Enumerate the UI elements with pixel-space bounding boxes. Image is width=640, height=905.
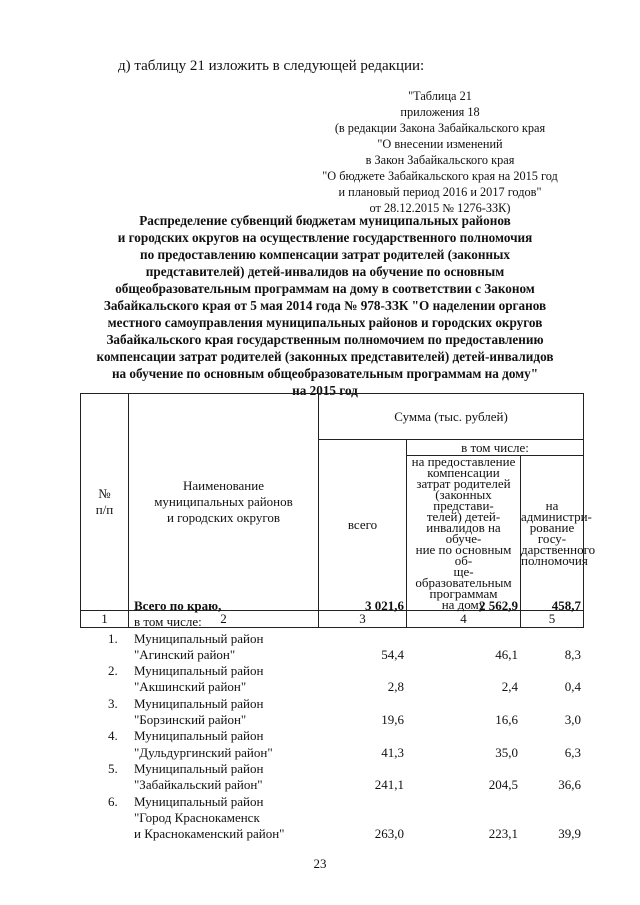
table-body — [80, 598, 583, 842]
row-name — [128, 696, 318, 729]
header-line: "О бюджете Забайкальского края на 2015 год — [322, 169, 558, 183]
row-total-value: 54,4 — [381, 646, 404, 662]
row-name-line: Муниципальный район — [134, 630, 264, 646]
row-total-value: 2,8 — [387, 679, 404, 695]
row-compensation-value: 223,1 — [488, 826, 518, 842]
table-row — [80, 696, 583, 729]
row-number: 5. — [108, 760, 118, 776]
header-line: (в редакции Закона Забайкальского края — [334, 121, 546, 135]
header-line: от 28.12.2015 № 1276-ЗЗК) — [369, 201, 511, 215]
table-row — [80, 663, 583, 696]
total-label: Всего по краю, — [134, 598, 222, 613]
table-row — [80, 794, 583, 843]
column-including-header: в том числе: — [407, 440, 584, 456]
title-line: местного самоуправления муниципальных районов и городских округов — [107, 315, 543, 330]
header-line: и плановый период 2016 и 2017 годов" — [338, 185, 542, 199]
row-compensation-value: 46,1 — [495, 646, 518, 662]
row-total-value: 41,3 — [381, 744, 404, 760]
row-administration-value: 36,6 — [558, 777, 581, 793]
row-number: 4. — [108, 728, 118, 744]
column-index: 1 — [81, 611, 129, 628]
row-name — [128, 794, 318, 843]
row-name-line: "Дульдургинский район" — [134, 744, 273, 760]
row-administration-value: 3,0 — [564, 712, 581, 728]
column-administration-header: на администри- рование госу- дарственного полномочия — [521, 456, 584, 611]
row-name — [128, 761, 318, 794]
row-administration-value: 8,3 — [564, 646, 581, 662]
total-value: 3 021,6 — [365, 598, 404, 613]
title-line: по предоставлению компенсации затрат родителей (законных — [140, 247, 510, 262]
total-administration-value: 458,7 — [551, 598, 581, 613]
column-index: 3 — [319, 611, 407, 628]
row-total-value: 263,0 — [374, 826, 404, 842]
column-total-header: всего — [319, 440, 407, 611]
row-compensation-value: 204,5 — [488, 777, 518, 793]
row-total-value: 241,1 — [374, 777, 404, 793]
row-administration-value: 39,9 — [558, 826, 581, 842]
title-line: и городских округов на осуществление государственного полномочия — [117, 230, 533, 245]
title-line: общеобразовательным программам на дому в соответствии с Законом — [115, 281, 535, 296]
header-line: в Закон Забайкальского края — [365, 153, 515, 167]
column-number-header: № п/п — [81, 394, 129, 611]
row-number: 6. — [108, 793, 118, 809]
row-administration-value: 0,4 — [564, 679, 581, 695]
column-compensation-header: на предоставление компенсации затрат родителей (законных представи- телей) детей- инвалидов на обуче- ние по основным об- ще-образовательным программам на дому — [407, 456, 521, 611]
title-line: на 2015 год — [292, 383, 358, 398]
header-line: приложения 18 — [400, 105, 480, 119]
row-name-line: "Забайкальский район" — [134, 777, 263, 793]
row-number: 1. — [108, 630, 118, 646]
row-total-value: 19,6 — [381, 712, 404, 728]
header-line: "Таблица 21 — [408, 89, 472, 103]
row-name — [128, 631, 318, 664]
row-name-line: Муниципальный район — [134, 793, 264, 809]
row-number: 2. — [108, 663, 118, 679]
row-compensation-value: 35,0 — [495, 744, 518, 760]
title-line: компенсации затрат родителей (законных представителей) детей-инвалидов — [96, 349, 554, 364]
table-row-including — [80, 614, 583, 630]
column-name-header: Наименование муниципальных районов и городских округов — [129, 394, 319, 611]
title-line: Забайкальского края от 5 мая 2014 года № 978-ЗЗК "О наделении органов — [103, 298, 547, 313]
row-name — [128, 728, 318, 761]
row-name-line: Муниципальный район — [134, 760, 264, 776]
table-row-total — [80, 598, 583, 614]
row-administration-value: 6,3 — [564, 744, 581, 760]
table-row — [80, 761, 583, 794]
row-compensation-value: 2,4 — [501, 679, 518, 695]
row-name-line: и Краснокаменский район" — [134, 826, 285, 842]
column-index: 5 — [521, 611, 584, 628]
row-compensation-value: 16,6 — [495, 712, 518, 728]
table-header-grid — [80, 393, 596, 628]
title-line: Распределение субвенций бюджетам муниципальных районов — [139, 213, 511, 228]
total-compensation-value: 2 562,9 — [479, 598, 518, 613]
row-number: 3. — [108, 695, 118, 711]
document-title — [84, 212, 566, 399]
row-name-line: Муниципальный район — [134, 663, 264, 679]
row-name-line: "Город Краснокаменск — [134, 809, 260, 825]
table-reference-header — [300, 88, 580, 216]
column-index: 4 — [407, 611, 521, 628]
row-name-line: "Агинский район" — [134, 646, 236, 662]
row-name — [128, 663, 318, 696]
row-name-line: Муниципальный район — [134, 695, 264, 711]
including-label: в том числе: — [134, 614, 202, 630]
row-name-line: Муниципальный район — [134, 728, 264, 744]
intro-text: д) таблицу 21 изложить в следующей редакции: — [118, 58, 425, 74]
page-number: 23 — [313, 856, 327, 871]
title-line: на обучение по основным общеобразовательным программам на дому" — [111, 366, 539, 381]
column-index: 2 — [129, 611, 319, 628]
row-name-line: "Акшинский район" — [134, 679, 247, 695]
title-line: представителей) детей-инвалидов на обучение по основным — [145, 264, 505, 279]
title-line: Забайкальского края государственным полномочием по предоставлению — [106, 332, 544, 347]
column-sum-header: Сумма (тыс. рублей) — [319, 394, 584, 440]
table-row — [80, 631, 583, 664]
header-line: "О внесении изменений — [377, 137, 503, 151]
table-row — [80, 728, 583, 761]
row-name-line: "Борзинский район" — [134, 712, 247, 728]
